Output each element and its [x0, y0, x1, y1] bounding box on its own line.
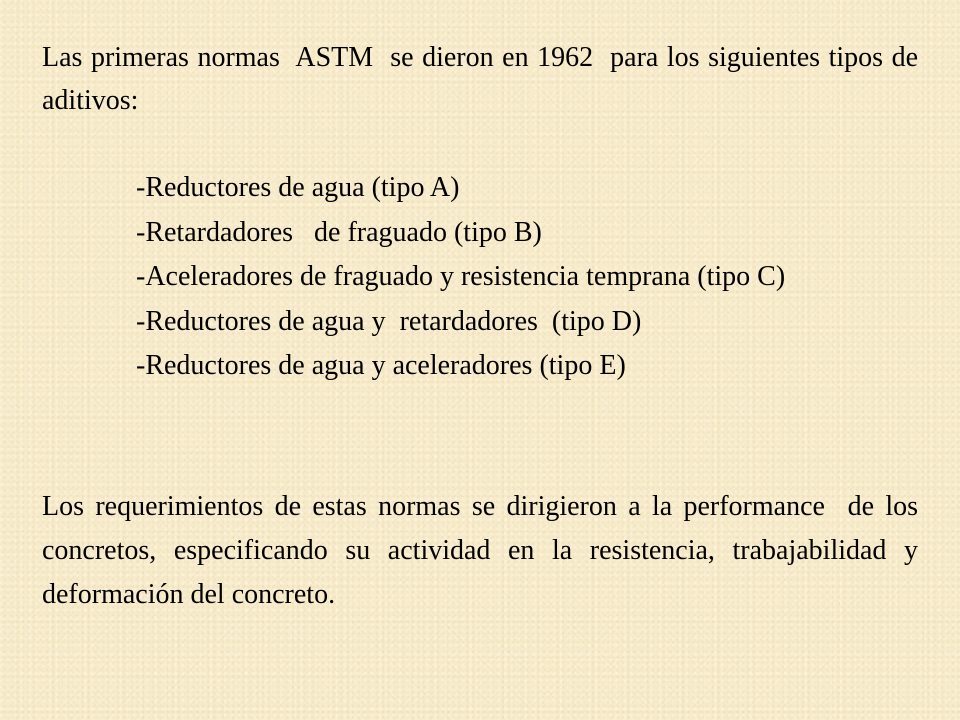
- list-item-tipo-e: -Reductores de agua y aceleradores (tipo E): [136, 350, 626, 381]
- list-item-tipo-c: -Aceleradores de fraguado y resistencia temprana (tipo C): [136, 261, 786, 292]
- list-item-tipo-b: -Retardadores de fraguado (tipo B): [136, 216, 542, 248]
- additive-types-list: [136, 166, 918, 389]
- list-item-tipo-a: -Reductores de agua (tipo A): [136, 172, 460, 203]
- list-item-tipo-d: -Reductores de agua y retardadores (tipo D): [136, 305, 642, 337]
- intro-paragraph: Las primeras normas ASTM se dieron en 1962 para los siguientes tipos de aditivos:: [42, 42, 925, 116]
- closing-paragraph: Los requerimientos de estas normas se dirigieron a la performance de los concretos, especificando su actividad en la resistencia, trabajabilidad y deformación del concreto.: [42, 491, 925, 610]
